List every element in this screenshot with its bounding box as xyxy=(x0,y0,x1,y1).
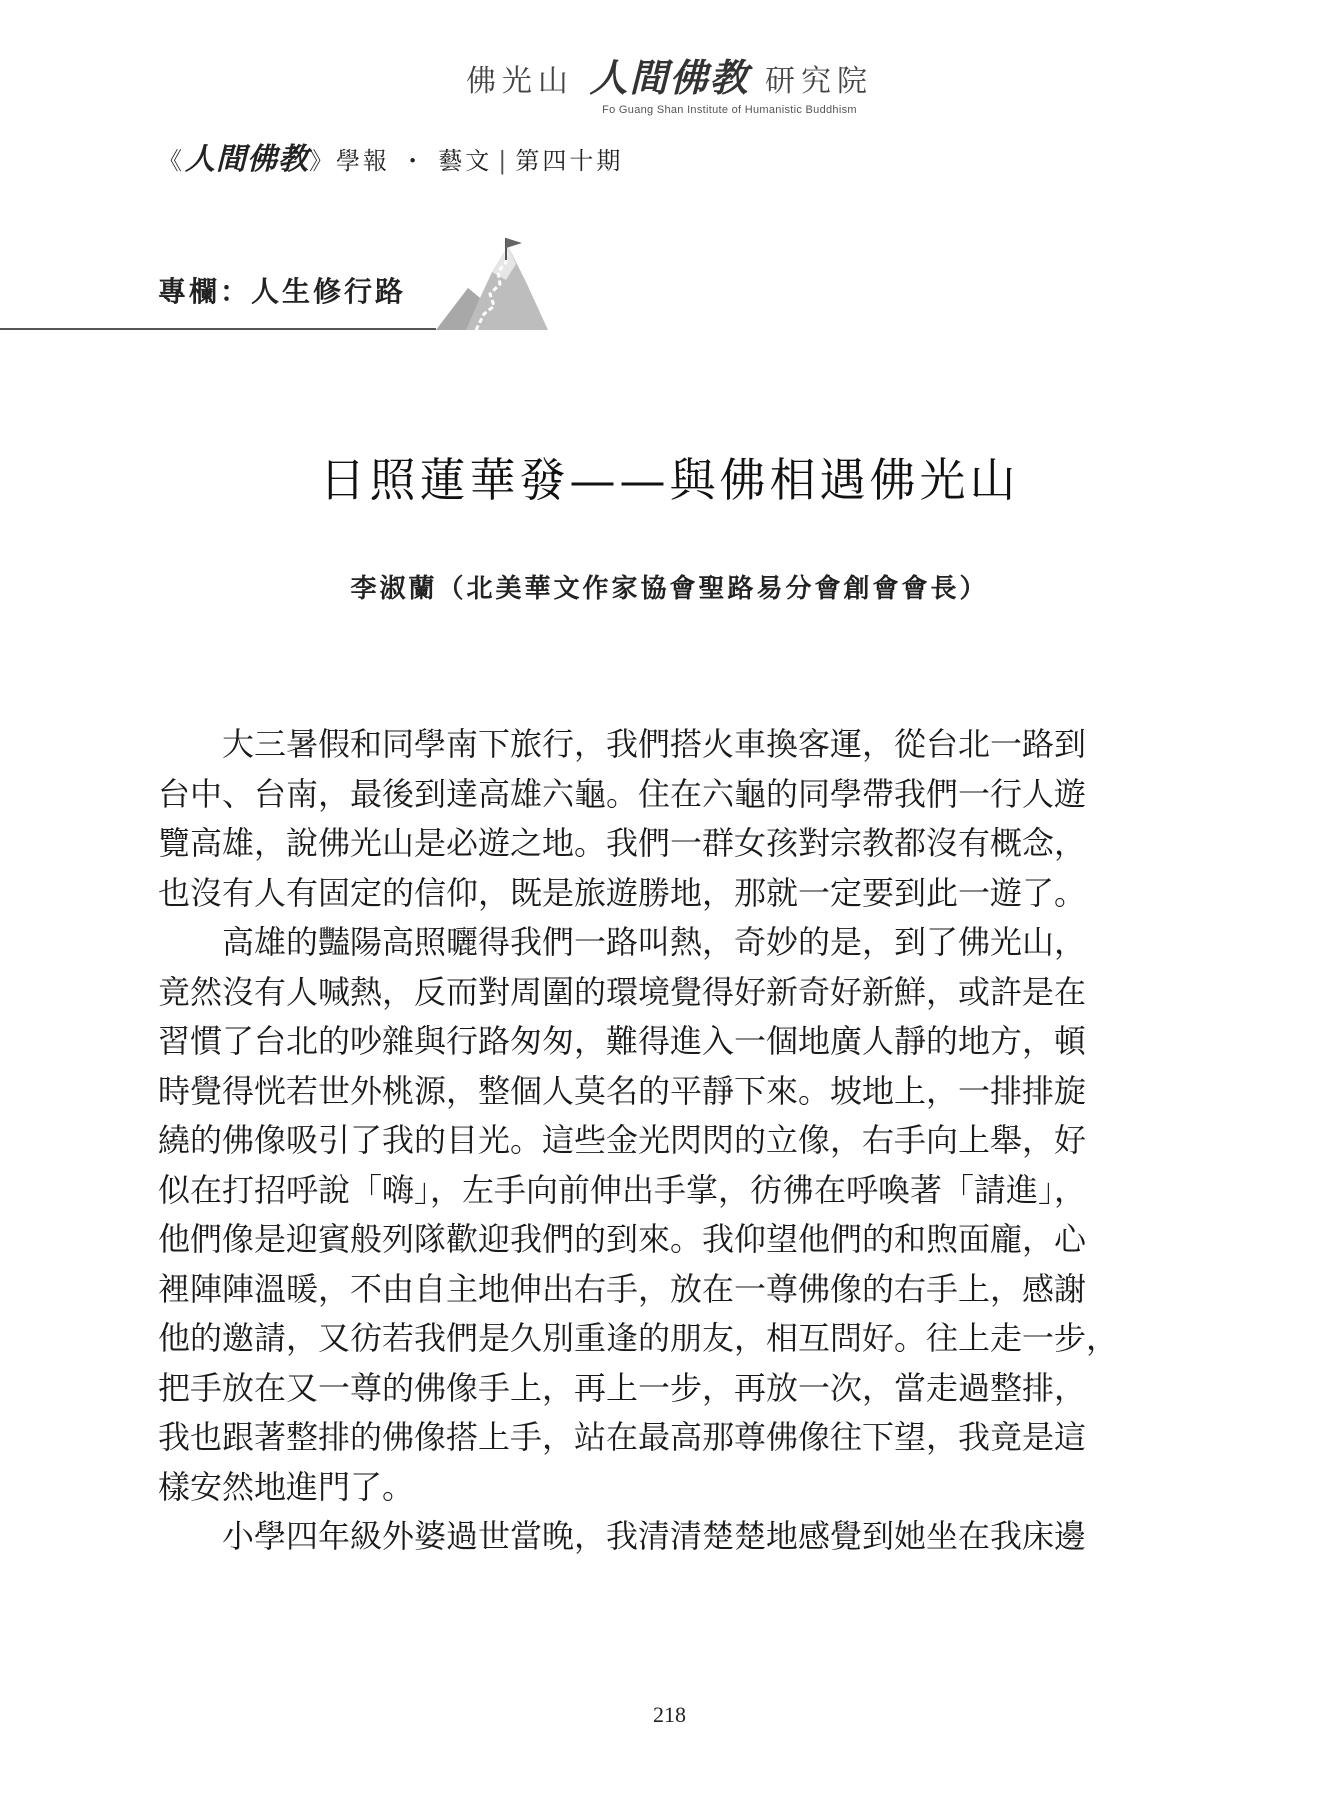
body-line: 把手放在又一尊的佛像手上，再上一步，再放一次，當走過整排， xyxy=(158,1369,1087,1406)
journal-brand: 人間佛教 xyxy=(185,142,309,177)
body-line: 小學四年級外婆過世當晚，我清清楚楚地感覺到她坐在我床邊 xyxy=(222,1518,1087,1554)
institute-brand: 人間佛教 xyxy=(589,55,750,100)
journal-separator: | xyxy=(498,147,510,175)
journal-section: 》學報 ・ 藝文 xyxy=(309,147,493,175)
column-label: 專欄：人生修行路 xyxy=(158,275,407,308)
column-divider xyxy=(0,328,436,330)
body-line: 他們像是迎賓般列隊歡迎我們的到來。我仰望他們的和煦面龐，心 xyxy=(158,1221,1087,1257)
journal-issue: 第四十期 xyxy=(515,147,624,175)
journal-open-bracket: 《 xyxy=(158,147,185,175)
body-line: 大三暑假和同學南下旅行，我們搭火車換客運，從台北一路到 xyxy=(222,726,1087,762)
body-line: 我也跟著整排的佛像搭上手，站在最高那尊佛像往下望，我竟是這 xyxy=(158,1419,1087,1455)
body-line: 樣安然地進門了。 xyxy=(158,1468,415,1505)
page-number: 218 xyxy=(653,1702,686,1727)
mountain-flag-icon xyxy=(436,236,548,336)
body-line: 也沒有人有固定的信仰，既是旅遊勝地，那就一定要到此一遊了。 xyxy=(158,874,1087,911)
body-line: 他的邀請，又彷若我們是久別重逢的朋友，相互問好。往上走一步， xyxy=(158,1320,1119,1356)
institute-name xyxy=(0,55,1339,102)
body-line: 台中、台南，最後到達高雄六龜。住在六龜的同學帶我們一行人遊 xyxy=(158,775,1087,812)
body-line: 裡陣陣溫暖，不由自主地伸出右手，放在一尊佛像的右手上，感謝 xyxy=(158,1270,1087,1307)
article-title: 日照蓮華發——與佛相遇佛光山 xyxy=(319,453,1020,507)
institute-prefix: 佛光山 xyxy=(465,64,574,99)
author-line: 李淑蘭（北美華文作家協會聖路易分會創會會長） xyxy=(350,574,989,604)
body-line: 高雄的豔陽高照曬得我們一路叫熱，奇妙的是，到了佛光山， xyxy=(222,924,1087,960)
journal-running-head xyxy=(158,134,623,178)
body-line: 似在打招呼說「嗨」，左手向前伸出手掌，彷彿在呼喚著「請進」， xyxy=(158,1171,1087,1208)
body-line: 覽高雄，說佛光山是必遊之地。我們一群女孩對宗教都沒有概念， xyxy=(158,825,1087,861)
body-line: 竟然沒有人喊熱，反而對周圍的環境覺得好新奇好新鮮，或許是在 xyxy=(158,973,1087,1010)
institute-header xyxy=(0,55,1339,116)
body-line: 時覺得恍若世外桃源，整個人莫名的平靜下來。坡地上，一排排旋 xyxy=(158,1072,1087,1109)
article-body xyxy=(158,720,1143,1562)
institute-suffix: 研究院 xyxy=(765,64,874,99)
body-line: 習慣了台北的吵雜與行路匆匆，難得進入一個地廣人靜的地方，頓 xyxy=(158,1023,1087,1059)
body-line: 繞的佛像吸引了我的目光。這些金光閃閃的立像，右手向上舉，好 xyxy=(158,1122,1087,1158)
institute-subtitle: Fo Guang Shan Institute of Humanistic Buddhism xyxy=(602,104,857,116)
